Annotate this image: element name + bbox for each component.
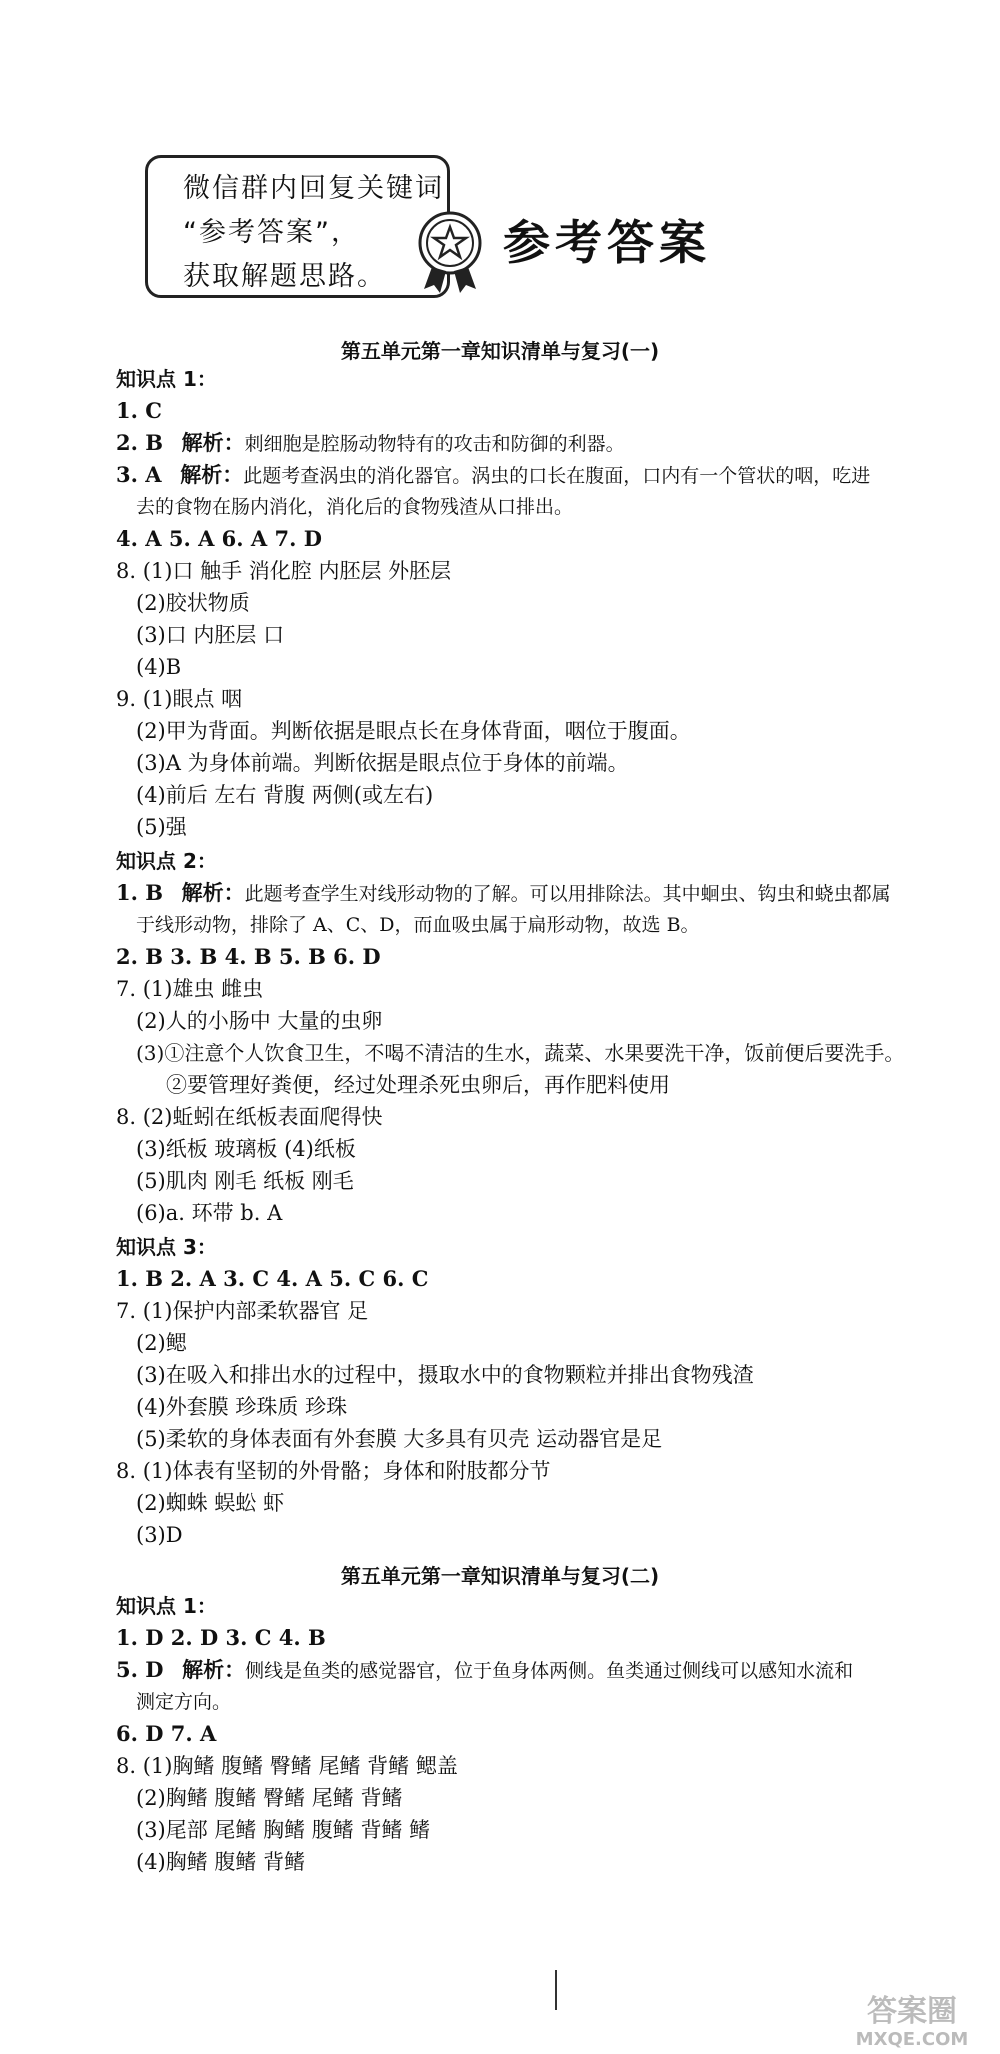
answer-subline: (5)柔软的身体表面有外套膜 大多具有贝壳 运动器官是足 (136, 1427, 663, 1451)
answer-subline: (5)强 (136, 815, 187, 839)
answer-subline: (3)纸板 玻璃板 (4)纸板 (136, 1137, 356, 1161)
answer-line: 2. B 3. B 4. B 5. B 6. D (116, 944, 381, 969)
answer-line: 1. B 2. A 3. C 4. A 5. C 6. C (116, 1266, 429, 1291)
star-badge-icon (410, 205, 490, 295)
answer-line: 6. D 7. A (116, 1721, 217, 1746)
answer-subline: ②要管理好粪便，经过处理杀死虫卵后，再作肥料使用 (166, 1073, 670, 1097)
answer-number: 3. A (116, 462, 162, 487)
answer-subline: (6)a. 环带 b. A (136, 1201, 283, 1225)
knowledge-point-1: 知识点 1： (116, 367, 217, 391)
answer-line (116, 1656, 853, 1685)
answer-subline: (2)胸鳍 腹鳍 臀鳍 尾鳍 背鳍 (136, 1786, 403, 1810)
answer-subline: (2)鳃 (136, 1331, 187, 1355)
answer-line: 1. C (116, 398, 162, 423)
analysis-label: 解析： (181, 431, 245, 455)
analysis-label: 解析： (181, 881, 245, 905)
section-title-1: 第五单元第一章知识清单与复习(一) (340, 339, 660, 363)
answer-line: 4. A 5. A 6. A 7. D (116, 526, 322, 551)
answer-subline: (2)甲为背面。判断依据是眼点长在身体背面，咽位于腹面。 (136, 719, 691, 743)
analysis-text: 此题考查涡虫的消化器官。涡虫的口长在腹面，口内有一个管状的咽，吃进 (243, 465, 871, 487)
answer-number: 2. B (116, 430, 163, 455)
answer-number: 1. B (116, 880, 163, 905)
wechat-line-2: “参考答案”， (183, 217, 360, 248)
site-watermark-logo (830, 1985, 995, 2050)
page-title: 参考答案 (503, 216, 711, 271)
answer-line (116, 461, 870, 490)
analysis-text: 此题考查学生对线形动物的了解。可以用排除法。其中蛔虫、钩虫和蛲虫都属 (244, 883, 891, 905)
answer-line: 7. (1)保护内部柔软器官 足 (116, 1299, 369, 1323)
answer-subline: (2)胶状物质 (136, 591, 250, 615)
answer-line: 8. (1)胸鳍 腹鳍 臀鳍 尾鳍 背鳍 鳃盖 (116, 1754, 458, 1778)
watermark-line-1: 答案圈 (867, 1994, 957, 2029)
answer-line: 7. (1)雄虫 雌虫 (116, 977, 264, 1001)
answer-subline: (3)口 内胚层 口 (136, 623, 285, 647)
wechat-notice-box (145, 155, 450, 298)
answer-subline: (3)D (136, 1523, 183, 1547)
wechat-line-3: 获取解题思路。 (183, 261, 386, 292)
answer-subline: (5)肌肉 刚毛 纸板 刚毛 (136, 1169, 354, 1193)
answer-subline: (2)人的小肠中 大量的虫卵 (136, 1009, 383, 1033)
answer-line: 8. (2)蚯蚓在纸板表面爬得快 (116, 1105, 383, 1129)
page-mark (555, 1970, 557, 2010)
answer-subline: (3)①注意个人饮食卫生，不喝不清洁的生水，蔬菜、水果要洗干净，饭前便后要洗手。 (136, 1041, 905, 1065)
answer-subline: (3)尾部 尾鳍 胸鳍 腹鳍 背鳍 鳍 (136, 1818, 431, 1842)
knowledge-point-3: 知识点 3： (116, 1235, 217, 1259)
analysis-continuation: 去的食物在肠内消化，消化后的食物残渣从口排出。 (136, 496, 574, 518)
analysis-label: 解析： (182, 1658, 246, 1682)
answer-subline: (4)B (136, 655, 182, 679)
analysis-continuation: 于线形动物，排除了 A、C、D，而血吸虫属于扁形动物，故选 B。 (136, 914, 700, 936)
section-title-2: 第五单元第一章知识清单与复习(二) (340, 1564, 660, 1588)
analysis-continuation: 测定方向。 (136, 1691, 232, 1713)
answer-subline: (3)在吸入和排出水的过程中，摄取水中的食物颗粒并排出食物残渣 (136, 1363, 754, 1387)
knowledge-point-1: 知识点 1： (116, 1594, 217, 1618)
answer-subline: (4)胸鳍 腹鳍 背鳍 (136, 1850, 306, 1874)
answer-subline: (4)前后 左右 背腹 两侧(或左右) (136, 783, 434, 807)
answer-line: 8. (1)体表有坚韧的外骨骼；身体和附肢都分节 (116, 1459, 551, 1483)
answer-subline: (2)蜘蛛 蜈蚣 虾 (136, 1491, 285, 1515)
knowledge-point-2: 知识点 2： (116, 849, 217, 873)
answer-subline: (4)外套膜 珍珠质 珍珠 (136, 1395, 348, 1419)
analysis-text: 侧线是鱼类的感觉器官，位于鱼身体两侧。鱼类通过侧线可以感知水流和 (245, 1660, 854, 1682)
answer-line: 1. D 2. D 3. C 4. B (116, 1625, 326, 1650)
watermark-line-2: MXQE.COM (855, 2029, 969, 2050)
answer-line (116, 879, 891, 908)
analysis-label: 解析： (180, 463, 244, 487)
answer-line: 8. (1)口 触手 消化腔 内胚层 外胚层 (116, 559, 452, 583)
answer-line: 9. (1)眼点 咽 (116, 687, 243, 711)
analysis-text: 刺细胞是腔肠动物特有的攻击和防御的利器。 (244, 433, 625, 455)
answer-number: 5. D (116, 1657, 164, 1682)
answer-line (116, 429, 625, 458)
wechat-line-1: 微信群内回复关键词 (183, 173, 444, 204)
answer-subline: (3)A 为身体前端。判断依据是眼点位于身体的前端。 (136, 751, 629, 775)
